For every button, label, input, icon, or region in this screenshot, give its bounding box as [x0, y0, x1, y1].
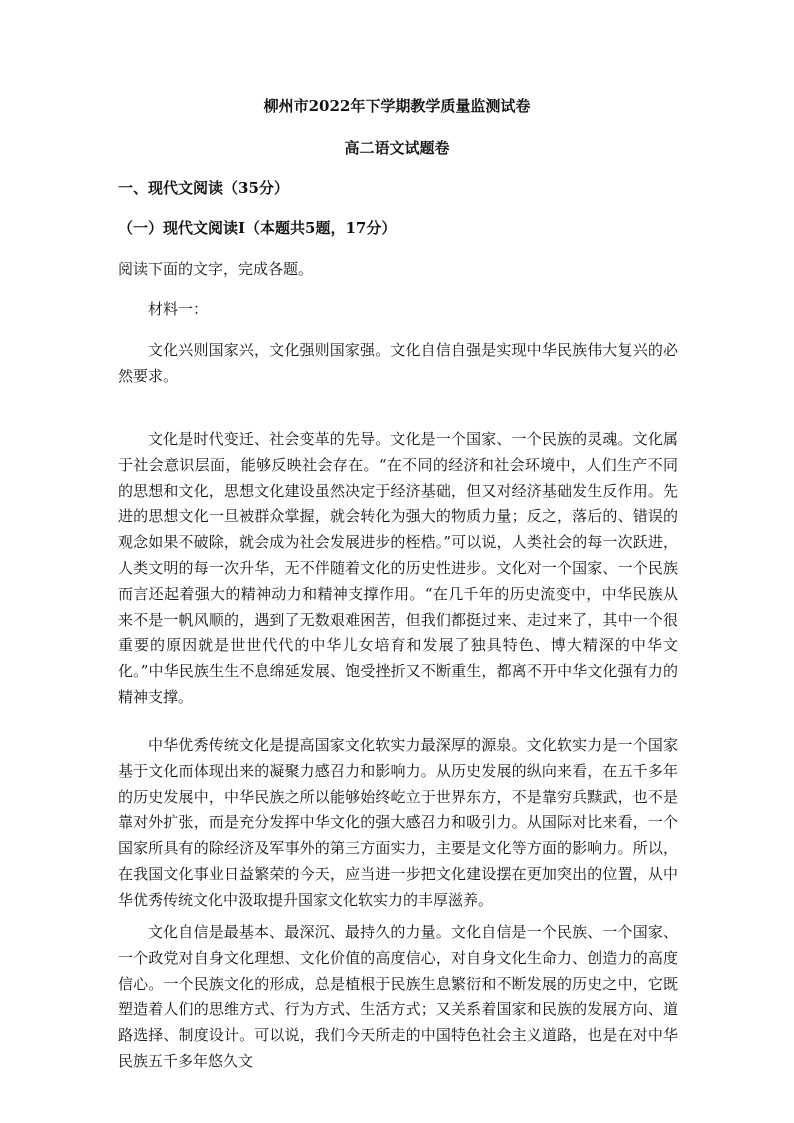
paragraph-4: 文化自信是最基本、最深沉、最持久的力量。文化自信是一个民族、一个国家、一个政党对自身文化理想、文化价值的高度信心，对自身文化生命力、创造力的高度信心。一个民族文化的形成，总是植根于民族生息繁衍和不断发展的历史之中，它既塑造着人们的思维方式、行为方式、生活方式；又关系着国家和民族的发展方向、道路选择、制度设计。可以说，我们今天所走的中国特色社会主义道路，也是在对中华民族五千多年悠久文 [118, 923, 678, 1070]
material-label: 材料一： [148, 300, 209, 318]
section-heading: 一、现代文阅读（35分） [118, 179, 289, 197]
paragraph-2: 文化是时代变迁、社会变革的先导。文化是一个国家、一个民族的灵魂。文化属于社会意识层面，能够反映社会存在。“在不同的经济和社会环境中，人们生产不同的思想和文化，思想文化建设虽然决定于经济基础，但又对经济基础发生反作用。先进的思想文化一旦被群众掌握，就会转化为强大的物质力量；反之，落后的、错误的观念如果不破除，就会成为社会发展进步的桎梏。”可以说，人类社会的每一次跃进，人类文明的每一次升华，无不伴随着文化的历史性进步。文化对一个国家、一个民族而言还起着强大的精神动力和精神支撑作用。“在几千年的历史流变中，中华民族从来不是一帆风顺的，遇到了无数艰难困苦，但我们都挺过来、走过来了，其中一个很重要的原因就是世世代代的中华儿女培育和发展了独具特色、博大精深的中华文化。”中华民族生生不息绵延发展、饱受挫折又不断重生，都离不开中华文化强有力的精神支撑。 [118, 430, 678, 706]
paragraph-3: 中华优秀传统文化是提高国家文化软实力最深厚的源泉。文化软实力是一个国家基于文化而体现出来的凝聚力感召力和影响力。从历史发展的纵向来看，在五千多年的历史发展中，中华民族之所以能够始终屹立于世界东方，不是靠穷兵黩武，也不是靠对外扩张，而是充分发挥中华文化的强大感召力和吸引力。从国际对比来看，一个国家所具有的除经济及军事外的第三方面实力，主要是文化等方面的影响力。所以，在我国文化事业日益繁荣的今天，应当进一步把文化建设摆在更加突出的位置，从中华优秀传统文化中汲取提升国家文化软实力的丰厚滋养。 [118, 736, 678, 909]
instruction-text: 阅读下面的文字，完成各题。 [118, 260, 314, 278]
paragraph-1: 文化兴则国家兴，文化强则国家强。文化自信自强是实现中华民族伟大复兴的必然要求。 [118, 341, 678, 385]
exam-subtitle: 高二语文试题卷 [344, 139, 450, 157]
subsection-heading: （一）现代文阅读Ⅰ（本题共5题，17分） [118, 219, 397, 237]
exam-title: 柳州市2022年下学期教学质量监测试卷 [263, 97, 531, 115]
